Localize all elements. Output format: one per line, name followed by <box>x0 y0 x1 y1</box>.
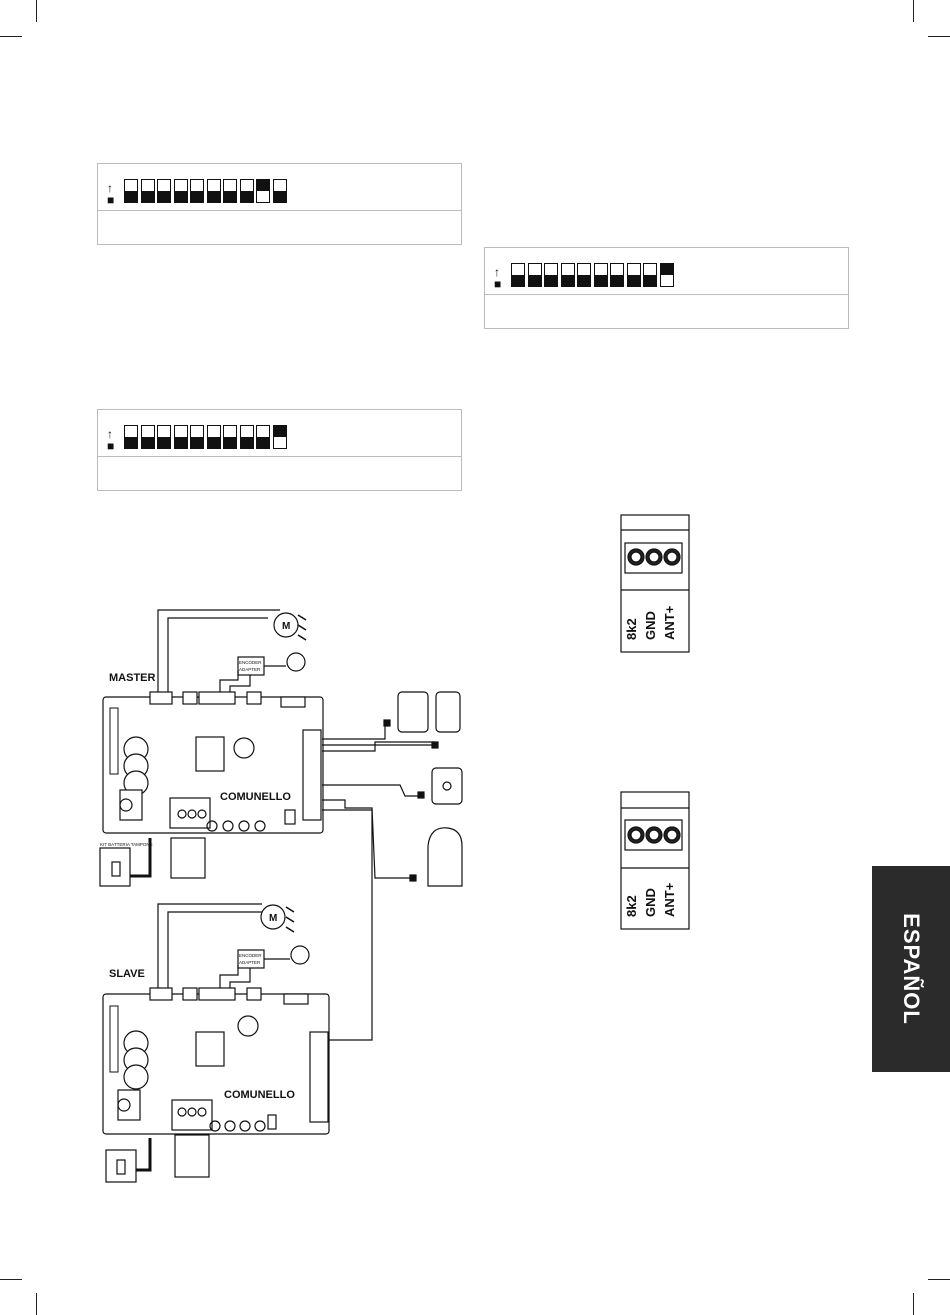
terminal-label-8k2: 8k2 <box>624 618 639 640</box>
terminal-label-gnd: GND <box>643 888 658 917</box>
language-tab <box>872 866 950 1072</box>
terminal-label-8k2: 8k2 <box>624 895 639 917</box>
terminal-label-ant: ANT+ <box>662 605 677 640</box>
slave-label: SLAVE <box>109 968 145 980</box>
motor-symbol: M <box>282 621 291 632</box>
up-arrow-icon: ↑ ■ <box>107 181 115 207</box>
language-tab-label: ESPAÑOL <box>899 913 924 1025</box>
encoder-label-2: ADAPTER <box>239 667 261 672</box>
terminal-label-gnd: GND <box>643 611 658 640</box>
motor-symbol: M <box>269 913 278 924</box>
encoder-label-1: ENCODER <box>239 953 262 958</box>
up-arrow-icon: ↑ ■ <box>107 427 115 453</box>
encoder-label-1: ENCODER <box>239 660 262 665</box>
brand-master: COMUNELLO <box>220 791 291 803</box>
terminal-label-ant: ANT+ <box>662 882 677 917</box>
encoder-label-2: ADAPTER <box>239 960 261 965</box>
battery-label: KIT BATTERIA TAMPONE <box>100 842 153 847</box>
master-label: MASTER <box>109 672 156 684</box>
brand-slave: COMUNELLO <box>224 1089 295 1101</box>
up-arrow-icon: ↑ ■ <box>494 265 502 291</box>
